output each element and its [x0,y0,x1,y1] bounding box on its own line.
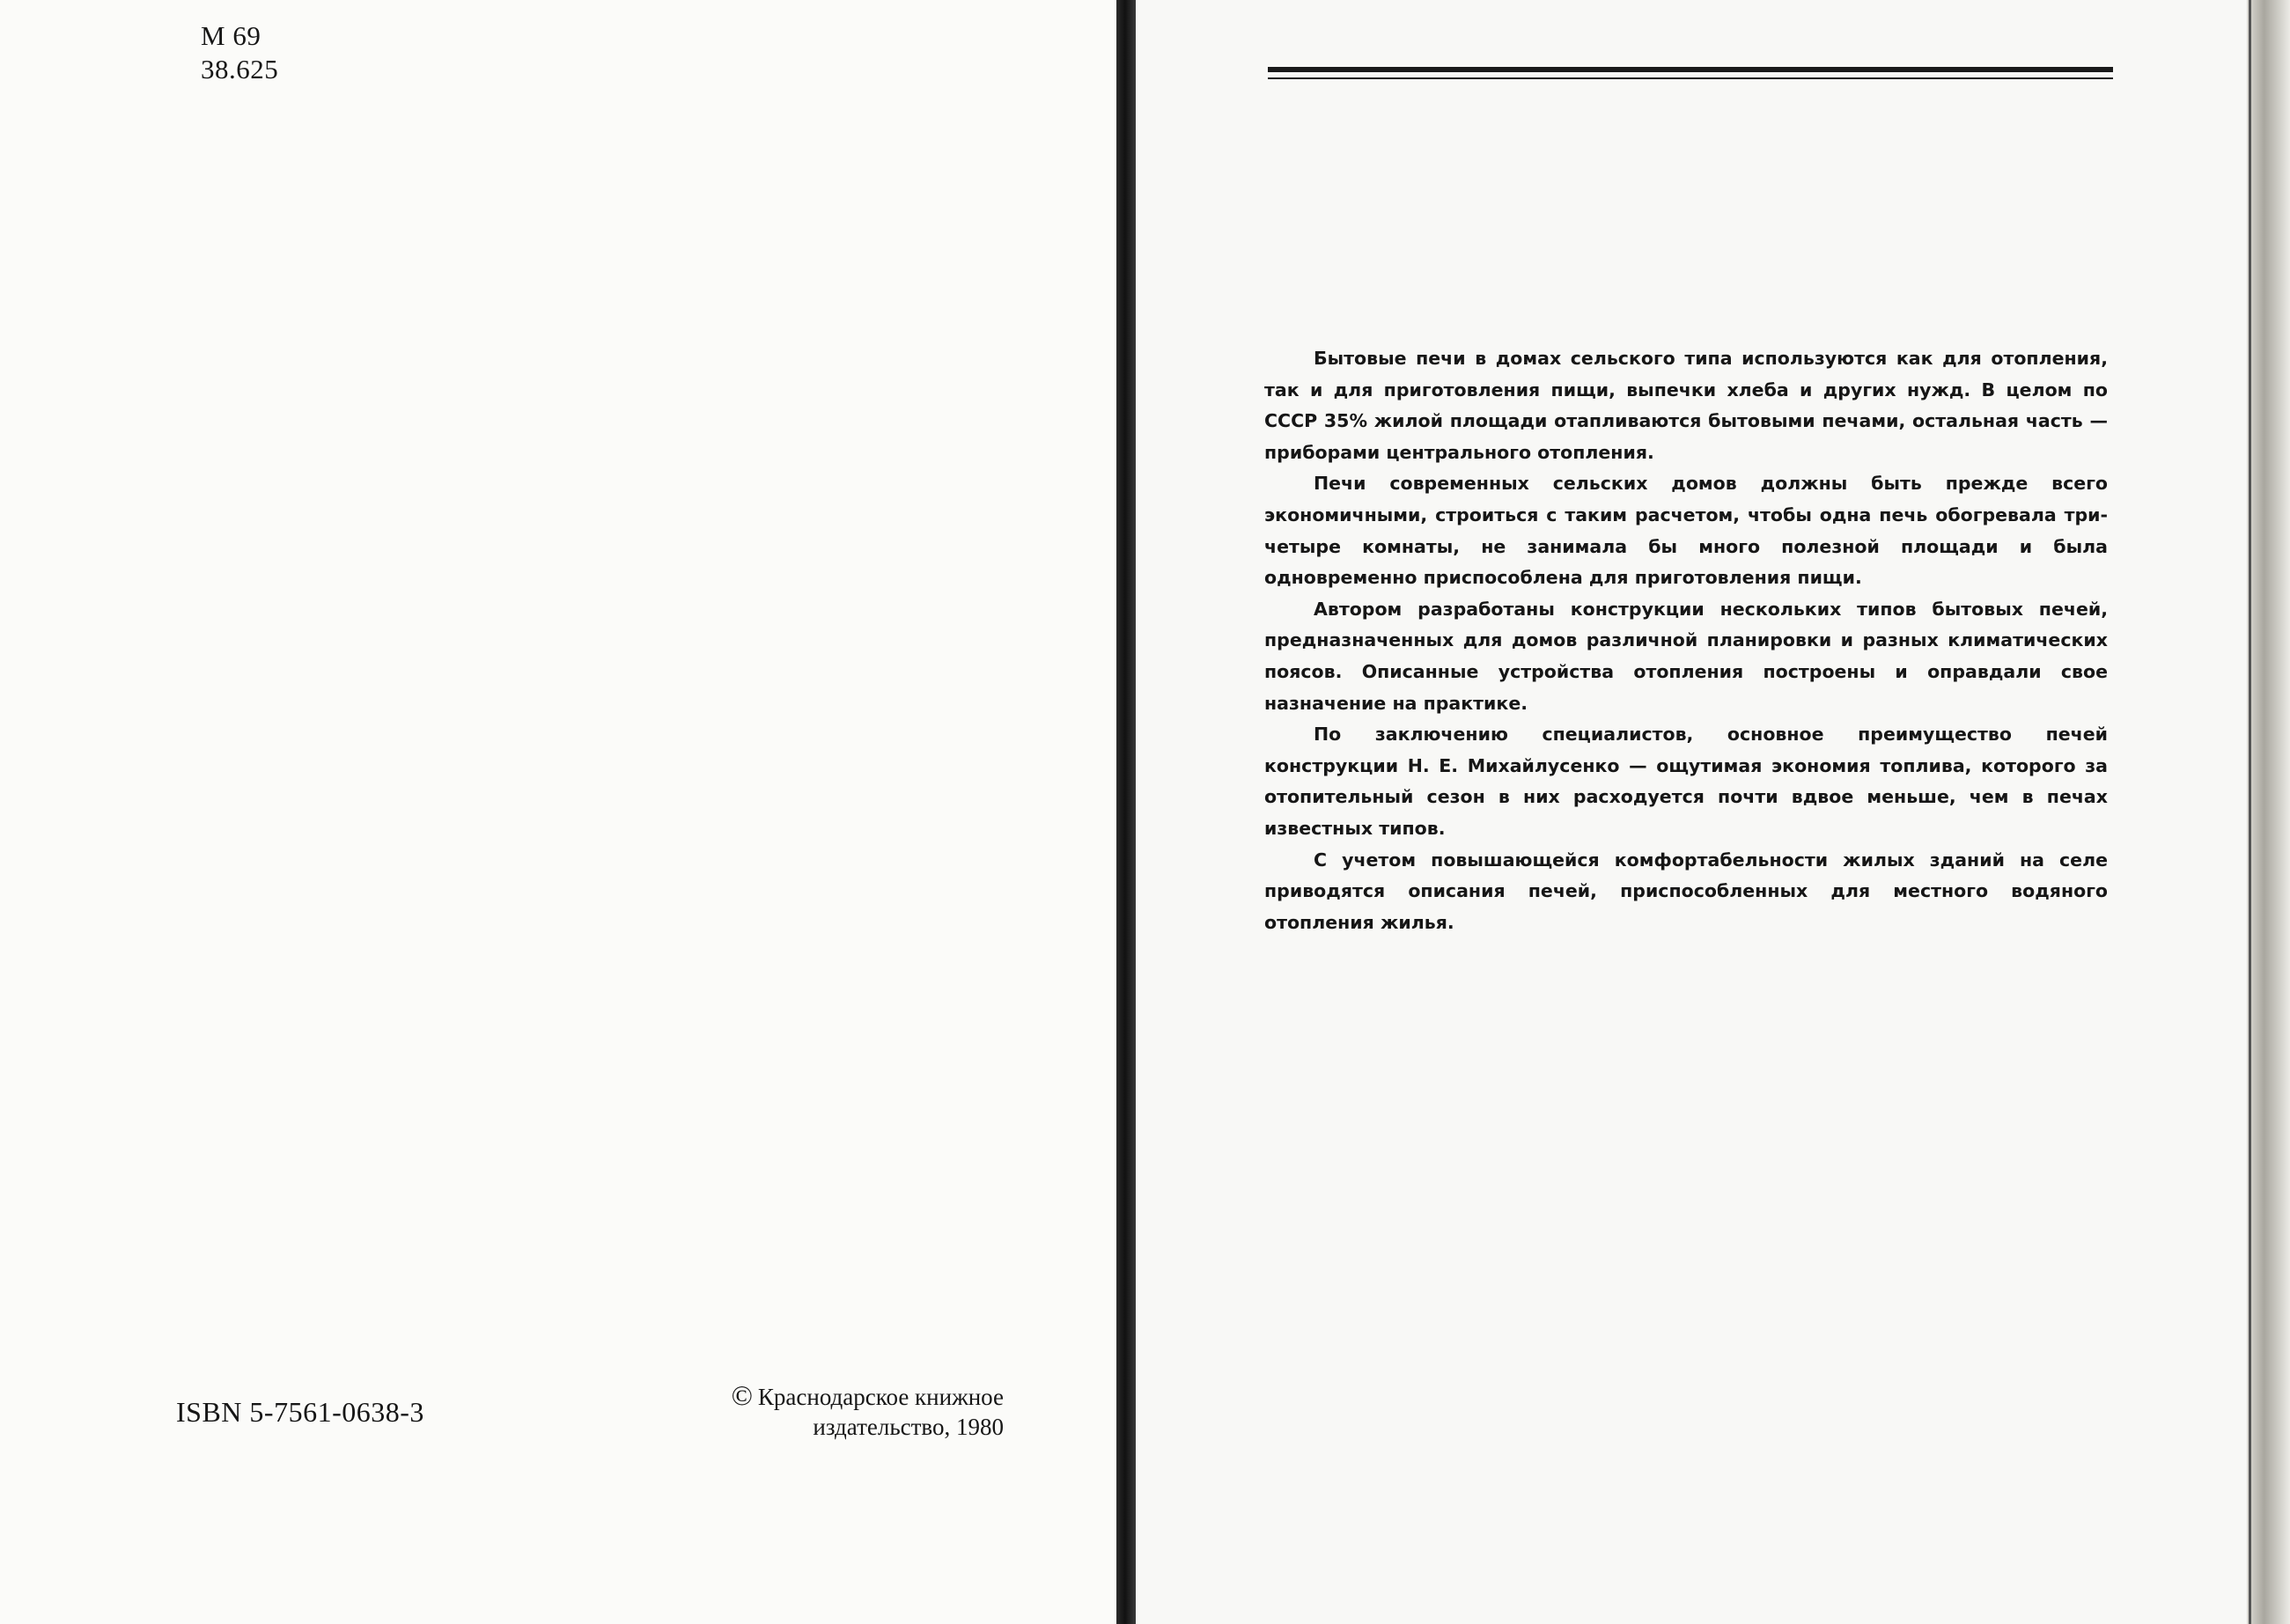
annotation-paragraph-5: С учетом повышающейся комфортабельности жилых зданий на селе приводятся описания печей, приспособленных для местного водяного отопления жилья. [1264,849,2108,933]
copyright-notice [652,1380,1004,1442]
annotation-paragraph-2: Печи современных сельских домов должны быть прежде всего экономичными, строиться с таким расчетом, чтобы одна печь обогревала три-четыре комнаты, не занимала бы много полезной площади и была одновременно приспособлена для приготовления пищи. [1264,473,2108,589]
bbk-index [201,19,278,86]
bbk-line-2: 38.625 [201,54,279,85]
annotation-paragraph-4: По заключению специалистов, основное преимущество печей конструкции Н. Е. Михайлусенко — ощутимая экономия топлива, которого за отопительный сезон в них расходуется почти вдвое меньше, чем в печах известных типов. [1264,724,2108,839]
isbn-number: ISBN 5-7561-0638-3 [176,1396,424,1428]
left-page [0,0,1116,1624]
bbk-line-1: М 69 [201,20,261,51]
annotation-paragraph-1: Бытовые печи в домах сельского типа используются как для отопления, так и для приготовления пищи, выпечки хлеба и других нужд. В целом по СССР 35% жилой площади отапливаются бытовыми печами, остальная часть — приборами центрального отопления. [1264,348,2108,463]
header-rule-thick [1268,67,2113,72]
copyright-year: издательство, 1980 [813,1414,1004,1440]
copyright-symbol: © [731,1379,753,1411]
page-edge-shadow [2247,0,2290,1624]
annotation-paragraph-3: Автором разработаны конструкции нескольких типов бытовых печей, предназначенных для домов различной планировки и разных климатических поясов. Описанные устройства отопления построены и оправдали свое назначение на практике. [1264,598,2108,714]
annotation-text [1264,343,2108,938]
copyright-publisher: Краснодарское книжное [757,1384,1004,1410]
header-rule-thin [1268,77,2113,79]
book-spine-gutter [1116,0,1136,1624]
